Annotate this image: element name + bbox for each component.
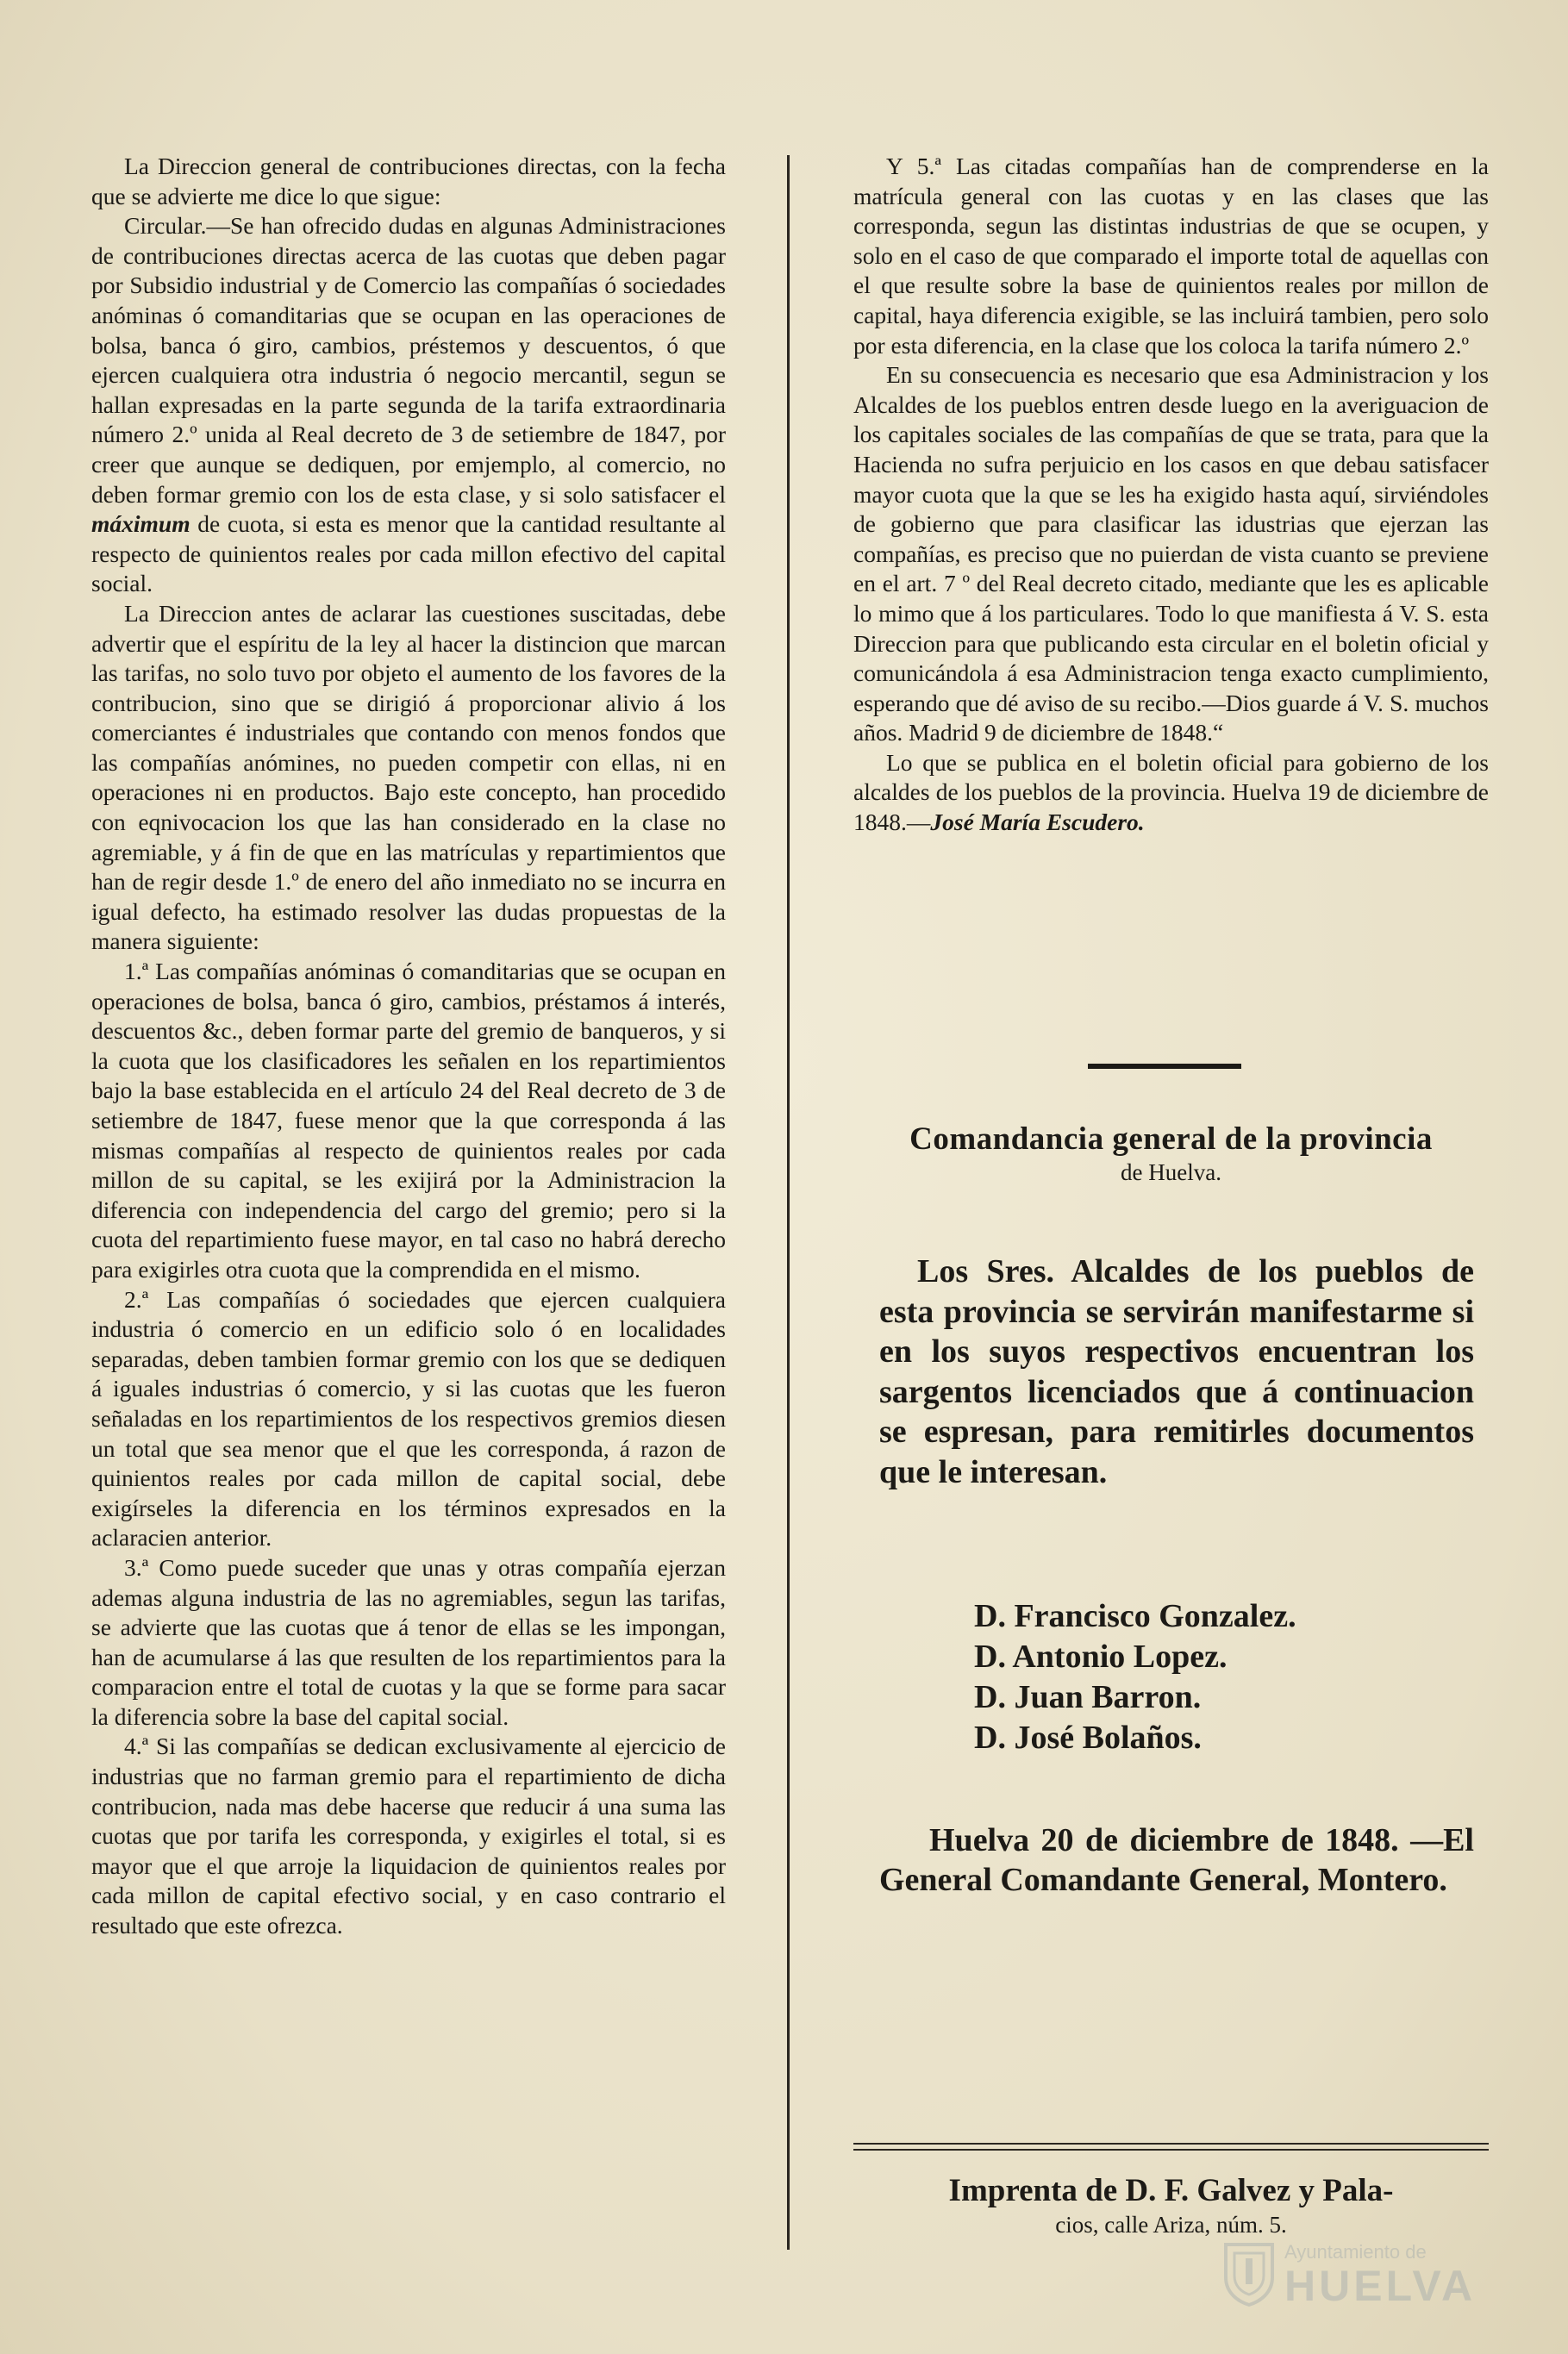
imprint-rule <box>853 2143 1489 2151</box>
name-item: D. José Bolaños. <box>974 1720 1202 1756</box>
heading-sub: de Huelva. <box>1121 1159 1221 1185</box>
signature-escudero: José María Escudero. <box>930 809 1145 836</box>
notice-text-block <box>879 1252 1474 1492</box>
right-paragraph-publica <box>853 748 1489 838</box>
name-item: D. Juan Barron. <box>974 1679 1202 1715</box>
left-paragraph-rule-3: 3.ª Como puede suceder que unas y otras compañía ejerzan ademas alguna industria de las no agremiables, segun las tarifas, se advierte que las cuotas que á tenor de ellas se les impongan, han de acumularse á las que resulten de los repartimientos para la comparacion entre el total de cuotas y la que se forme para sacar la diferencia sobre la base del capital social. <box>91 1553 726 1730</box>
right-paragraph-consecuencia: En su consecuencia es necesario que esa Administracion y los Alcaldes de los pueblos entren desde luego en la averiguacion de los capitales sociales de las compañías de que se trata, para que la Hacienda no sufra perjuicio en los casos en que debau satisfacer mayor cuota que la que se les ha exigido hasta aquí, sirviéndoles de gobierno que para clasificar las idustrias que ejerzan las compañías, es preciso que no puierdan de vista cuanto se previene en el art. 7 º del Real decreto citado, mediante que les es aplicable lo mimo que á los particulares. Todo lo que manifiesta á V. S. esta Direccion para que publicando esta circular en el boletin oficial y comunicándola á esa Administracion tenga exacto cumplimiento, esperando que dé aviso de su recibo.—Dios guarde á V. S. muchos años. Madrid 9 de diciembre de 1848.“ <box>853 361 1489 746</box>
crest-icon <box>1222 2239 1276 2307</box>
name-item: D. Francisco Gonzalez. <box>974 1598 1296 1634</box>
left-paragraph-rule-4: 4.ª Si las compañías se dedican exclusivamente al ejercicio de industrias que no farman gremio para el repartimiento de dicha contribucion, nada mas debe hacerse que reducir á una suma las cuotas que por tarifa les corresponda, y exigirles el total, si es mayor que el que arroje la liquidacion de quinientos reales por cada millon de capital efectivo social, y en caso contrario el resultado que este ofrezca. <box>91 1733 726 1939</box>
right-column <box>853 152 1489 838</box>
imprint-block <box>853 2172 1489 2239</box>
notice-paragraph: Los Sres. Alcaldes de los pueblos de esta provincia se servirán manifestarme si en los suyos respectivos encuentran los sargentos licenciados que á continuacion se espresan, para remitirles documentos que le interesan. <box>879 1253 1474 1490</box>
column-divider <box>787 155 790 2250</box>
circular-text: Circular.—Se han ofrecido dudas en algunas Administraciones de contribuciones directas acerca de las cuotas que deben pagar por Subsidio industrial y de Comercio las compañías ó sociedades anóminas ó comanditarias que se ocupan en las operaciones de bolsa, banca ó giro, cambios, préstemos y descuentos, ó que ejercen cualquiera otra industria ó negocio mercantil, segun se hallan expresadas en la parte segunda de la tarifa extraordinaria número 2.º unida al Real decreto de 3 de setiembre de 1847, por creer que aunque se dediquen, por emjemplo, al comercio, no deben formar gremio con los de esta clase, y si solo satisfacer el <box>91 212 726 508</box>
maximum-term: máximum <box>91 510 191 538</box>
imprint-line-1: Imprenta de D. F. Galvez y Pala- <box>948 2173 1394 2208</box>
section-separator <box>1088 1064 1241 1069</box>
left-paragraph-intro: La Direccion general de contribuciones directas, con la fecha que se advierte me dice lo que sigue: <box>91 153 726 209</box>
left-paragraph-rule-2: 2.ª Las compañías ó sociedades que ejercen cualquiera industria ó comercio en un edificio solo ó en localidades separadas, deben tambien formar gremio con los que se dediquen á iguales industrias ó comercio, y si las cuotas que les fueron señaladas en los repartimientos de los respectivos gremios diesen un total que sea menor que el que les corresponda, á razon de quinientos reales por cada millon de capital social, debe exigírseles la diferencia en los términos expresados en la aclaracien anterior. <box>91 1285 726 1552</box>
left-column <box>91 152 726 1941</box>
left-paragraph-rule-1: 1.ª Las compañías anóminas ó comanditarias que se ocupan en operaciones de bolsa, banca ó giro, cambios, préstamos á interés, descuentos &c., deben formar parte del gremio de banqueros, y si la cuota que los clasificadores les señalen en los repartimientos bajo la base establecida en el artículo 24 del Real decreto de 3 de setiembre de 1847, fuese menor que la que corresponda á las mismas compañías al respecto de quinientos reales por cada millon de su capital, se les exijirá por la Administracion la diferencia con independencia del cargo del gremio; pero si la cuota del repartimiento fuese mayor, en tal caso no habrá derecho para exigirles otra cuota que la comprendida en el mismo. <box>91 958 726 1283</box>
right-paragraph-rule-5: Y 5.ª Las citadas compañías han de comprenderse en la matrícula general con las cuotas y en las clases que las corresponda, segun las distintas industrias de que se ocupen, y solo en el caso de que comparado el importe total de aquellas con el que resulte sobre la base de quinientos reales por millon de capital, haya diferencia exigible, se las incluirá tambien, pero solo por esta diferencia, en la clase que los coloca la tarifa número 2.º <box>853 153 1489 359</box>
dateline-block <box>879 1820 1474 1900</box>
imprint-line-2: cios, calle Ariza, núm. 5. <box>1055 2212 1287 2238</box>
heading-main: Comandancia general de la provincia <box>909 1121 1433 1157</box>
left-paragraph-circular <box>91 211 726 599</box>
dateline-paragraph: Huelva 20 de diciembre de 1848. —El General Comandante General, Montero. <box>879 1822 1474 1898</box>
watermark-line-2: HUELVA <box>1284 2262 1477 2310</box>
section-heading <box>853 1121 1489 1186</box>
watermark <box>1222 2231 1507 2317</box>
circular-text-end: de cuota, si esta es menor que la cantidad resultante al respecto de quinientos reales por cada millon efectivo del capital social. <box>91 510 726 597</box>
names-list <box>974 1596 1457 1758</box>
name-item: D. Antonio Lopez. <box>974 1639 1228 1675</box>
left-paragraph-direccion: La Direccion antes de aclarar las cuestiones suscitadas, debe advertir que el espíritu de la ley al hacer la distincion que marcan las tarifas, no solo tuvo por objeto el aumento de los favores de la contribucion, sino que se dirigió á proporcionar alivio á los comerciantes é industriales que contando con menos fondos que las compañías anómines, no pueden competir con ellas, ni en operaciones ni en productos. Bajo este concepto, han procedido con eqnivocacion los que las han considerado en la clase no agremiable, y á fin de que en las matrículas y repartimientos que han de regir desde 1.º de enero del año inmediato no se incurra en igual defecto, ha estimado resolver las dudas propuestas de la manera siguiente: <box>91 599 726 955</box>
watermark-line-1: Ayuntamiento de <box>1284 2241 1427 2263</box>
publica-text: Lo que se publica en el boletin oficial para gobierno de los alcaldes de los pueblos de la provincia. Huelva 19 de diciembre de 1848.— <box>853 748 1489 836</box>
